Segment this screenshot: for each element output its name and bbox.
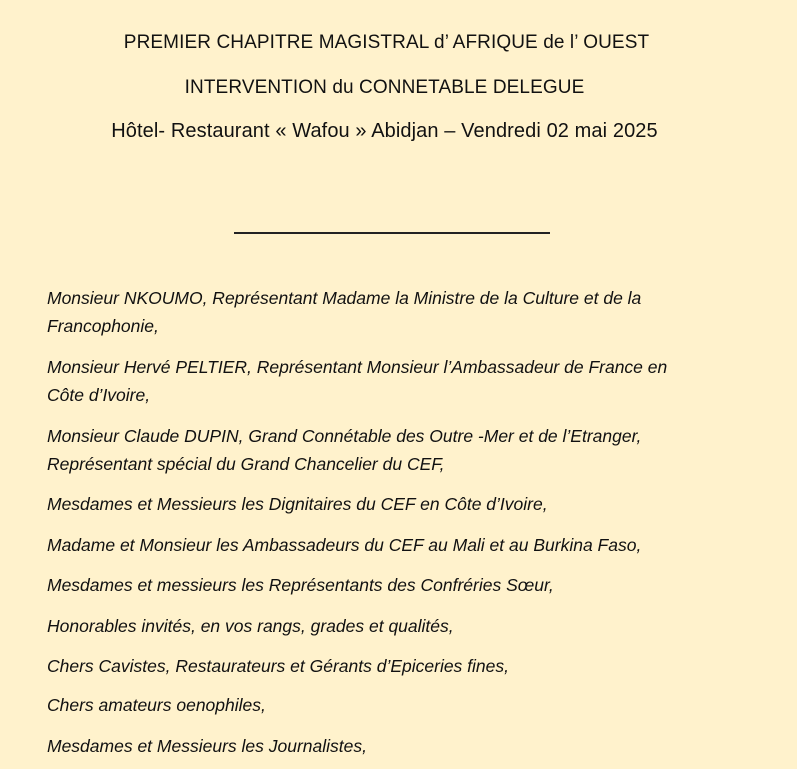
salutation-line: Représentant spécial du Grand Chancelier du CEF, xyxy=(47,454,445,474)
salutation-line: Honorables invités, en vos rangs, grades et qualités, xyxy=(47,616,454,636)
salutation-paragraph xyxy=(47,691,747,719)
salutation-paragraph xyxy=(47,612,747,640)
salutation-line: Côte d’Ivoire, xyxy=(47,385,151,405)
salutation-paragraph xyxy=(47,284,747,340)
salutation-paragraph xyxy=(47,490,747,518)
salutation-line: Mesdames et messieurs les Représentants des Confréries Sœur, xyxy=(47,575,554,595)
venue-date-line: Hôtel- Restaurant « Wafou » Abidjan – Vendredi 02 mai 2025 xyxy=(111,120,658,142)
intervention-title: INTERVENTION du CONNETABLE DELEGUE xyxy=(184,77,585,98)
separator-rule xyxy=(234,232,550,234)
salutation-line: Chers amateurs oenophiles, xyxy=(47,695,266,715)
salutation-paragraph xyxy=(47,652,747,680)
salutation-line: Madame et Monsieur les Ambassadeurs du CEF au Mali et au Burkina Faso, xyxy=(47,535,642,555)
salutation-paragraph xyxy=(47,353,747,409)
salutation-line: Monsieur Hervé PELTIER, Représentant Monsieur l’Ambassadeur de France en xyxy=(47,357,668,377)
chapter-title: PREMIER CHAPITRE MAGISTRAL d’ AFRIQUE de l’ OUEST xyxy=(123,32,650,53)
salutation-line: Monsieur NKOUMO, Représentant Madame la Ministre de la Culture et de la xyxy=(47,288,642,308)
salutation-line: Mesdames et Messieurs les Journalistes, xyxy=(47,736,367,756)
salutation-paragraph xyxy=(47,531,747,559)
salutation-line: Mesdames et Messieurs les Dignitaires du CEF en Côte d’Ivoire, xyxy=(47,494,548,514)
salutation-line: Francophonie, xyxy=(47,316,159,336)
salutation-line: Monsieur Claude DUPIN, Grand Connétable des Outre -Mer et de l’Etranger, xyxy=(47,426,642,446)
salutation-line: Chers Cavistes, Restaurateurs et Gérants d’Epiceries fines, xyxy=(47,656,509,676)
salutation-paragraph xyxy=(47,732,747,760)
salutation-paragraph xyxy=(47,422,747,478)
salutation-paragraph xyxy=(47,571,747,599)
